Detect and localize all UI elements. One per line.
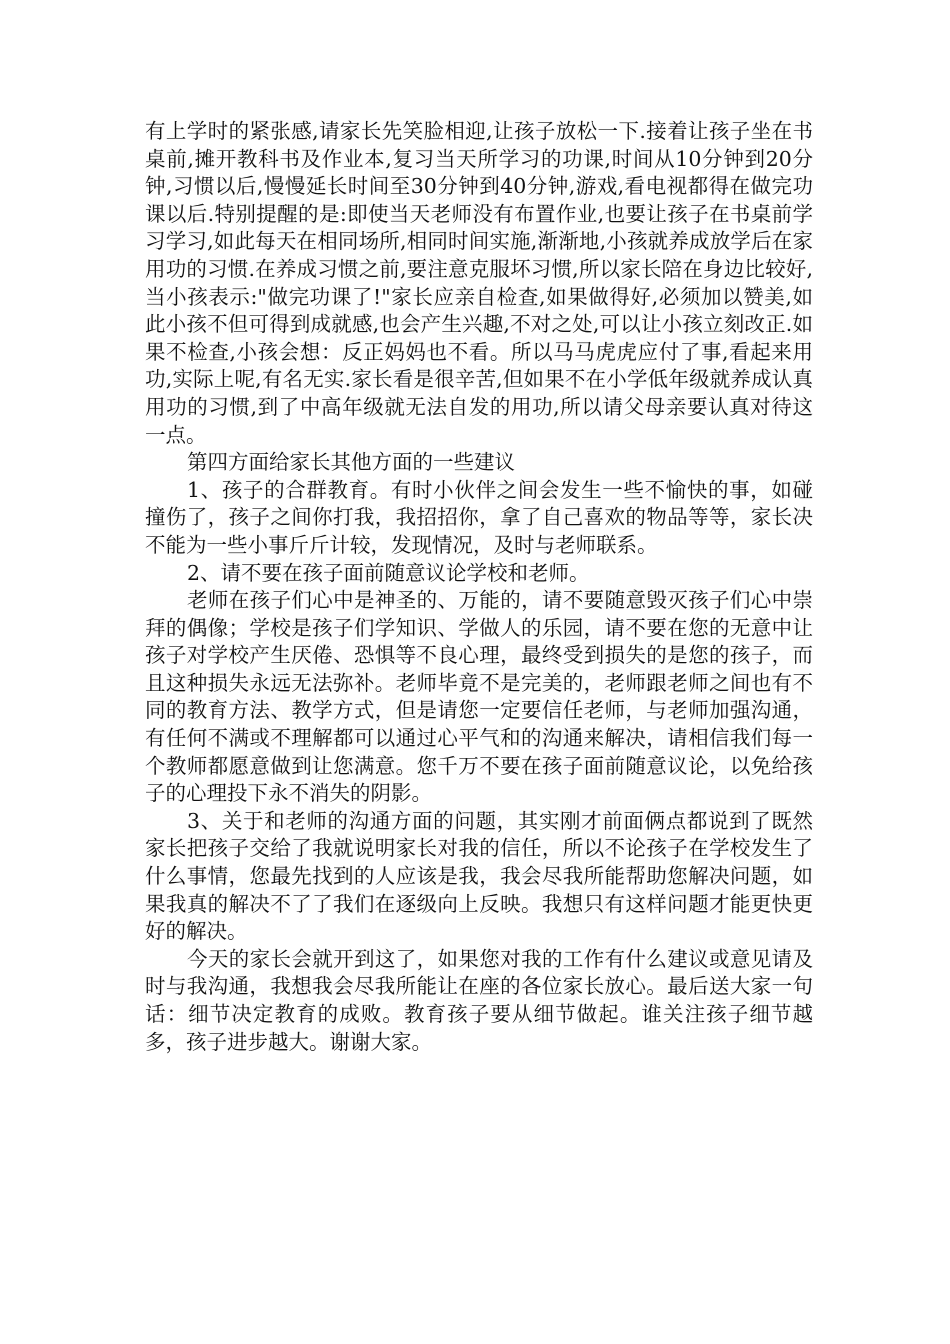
document-body: [145, 118, 813, 1056]
paragraph-social-education: 1、孩子的合群教育。有时小伙伴之间会发生一些不愉快的事，如碰撞伤了，孩子之间你打我，我招招你，拿了自己喜欢的物品等等，家长决不能为一些小事斤斤计较，发现情况，及时与老师联系。: [145, 477, 813, 557]
paragraph-closing-remarks: 今天的家长会就开到这了，如果您对我的工作有什么建议或意见请及时与我沟通，我想我会尽我所能让在座的各位家长放心。最后送大家一句话：细节决定教育的成败。教育孩子要从细节做起。谁关注孩子细节越多，孩子进步越大。谢谢大家。: [145, 946, 813, 1054]
paragraph-do-not-criticize: 2、请不要在孩子面前随意议论学校和老师。: [187, 560, 590, 585]
paragraph-homework-habits: 有上学时的紧张感,请家长先笑脸相迎,让孩子放松一下.接着让孩子坐在书桌前,摊开教科书及作业本,复习当天所学习的功课,时间从10分钟到20分钟,习惯以后,慢慢延长时间至30分钟到40分钟,游戏,看电视都得在做完功课以后.特别提醒的是:即使当天老师没有布置作业,也要让孩子在书桌前学习学习,如此每天在相同场所,相同时间实施,渐渐地,小孩就养成放学后在家用功的习惯.在养成习惯之前,要注意克服坏习惯,所以家长陪在身边比较好,当小孩表示:"做完功课了!"家长应亲自检查,如果做得好,必须加以赞美,如此小孩不但可得到成就感,也会产生兴趣,不对之处,可以让小孩立刻改正.如果不检查,小孩会想：反正妈妈也不看。所以马马虎虎应付了事,看起来用功,实际上呢,有名无实.家长看是很辛苦,但如果不在小学低年级就养成认真用功的习惯,到了中高年级就无法自发的用功,所以请父母亲要认真对待这一点。: [145, 119, 813, 447]
paragraph-respect-teachers: 老师在孩子们心中是神圣的、万能的，请不要随意毁灭孩子们心中崇拜的偶像；学校是孩子们学知识、学做人的乐园，请不要在您的无意中让孩子对学校产生厌倦、恐惧等不良心理，最终受到损失的是您的孩子，而且这种损失永远无法弥补。老师毕竟不是完美的，老师跟老师之间也有不同的教育方法、教学方式，但是请您一定要信任老师，与老师加强沟通，有任何不满或不理解都可以通过心平气和的沟通来解决，请相信我们每一个教师都愿意做到让您满意。您千万不要在孩子面前随意议论，以免给孩子的心理投下永不消失的阴影。: [145, 588, 813, 806]
paragraph-communication: 3、关于和老师的沟通方面的问题，其实刚才前面俩点都说到了既然家长把孩子交给了我就说明家长对我的信任，所以不论孩子在学校发生了什么事情，您最先找到的人应该是我，我会尽我所能帮助您解决问题，如果我真的解决不了了我们在逐级向上反映。我想只有这样问题才能更快更好的解决。: [145, 808, 813, 944]
section-heading-other-suggestions: 第四方面给家长其他方面的一些建议: [187, 450, 515, 475]
